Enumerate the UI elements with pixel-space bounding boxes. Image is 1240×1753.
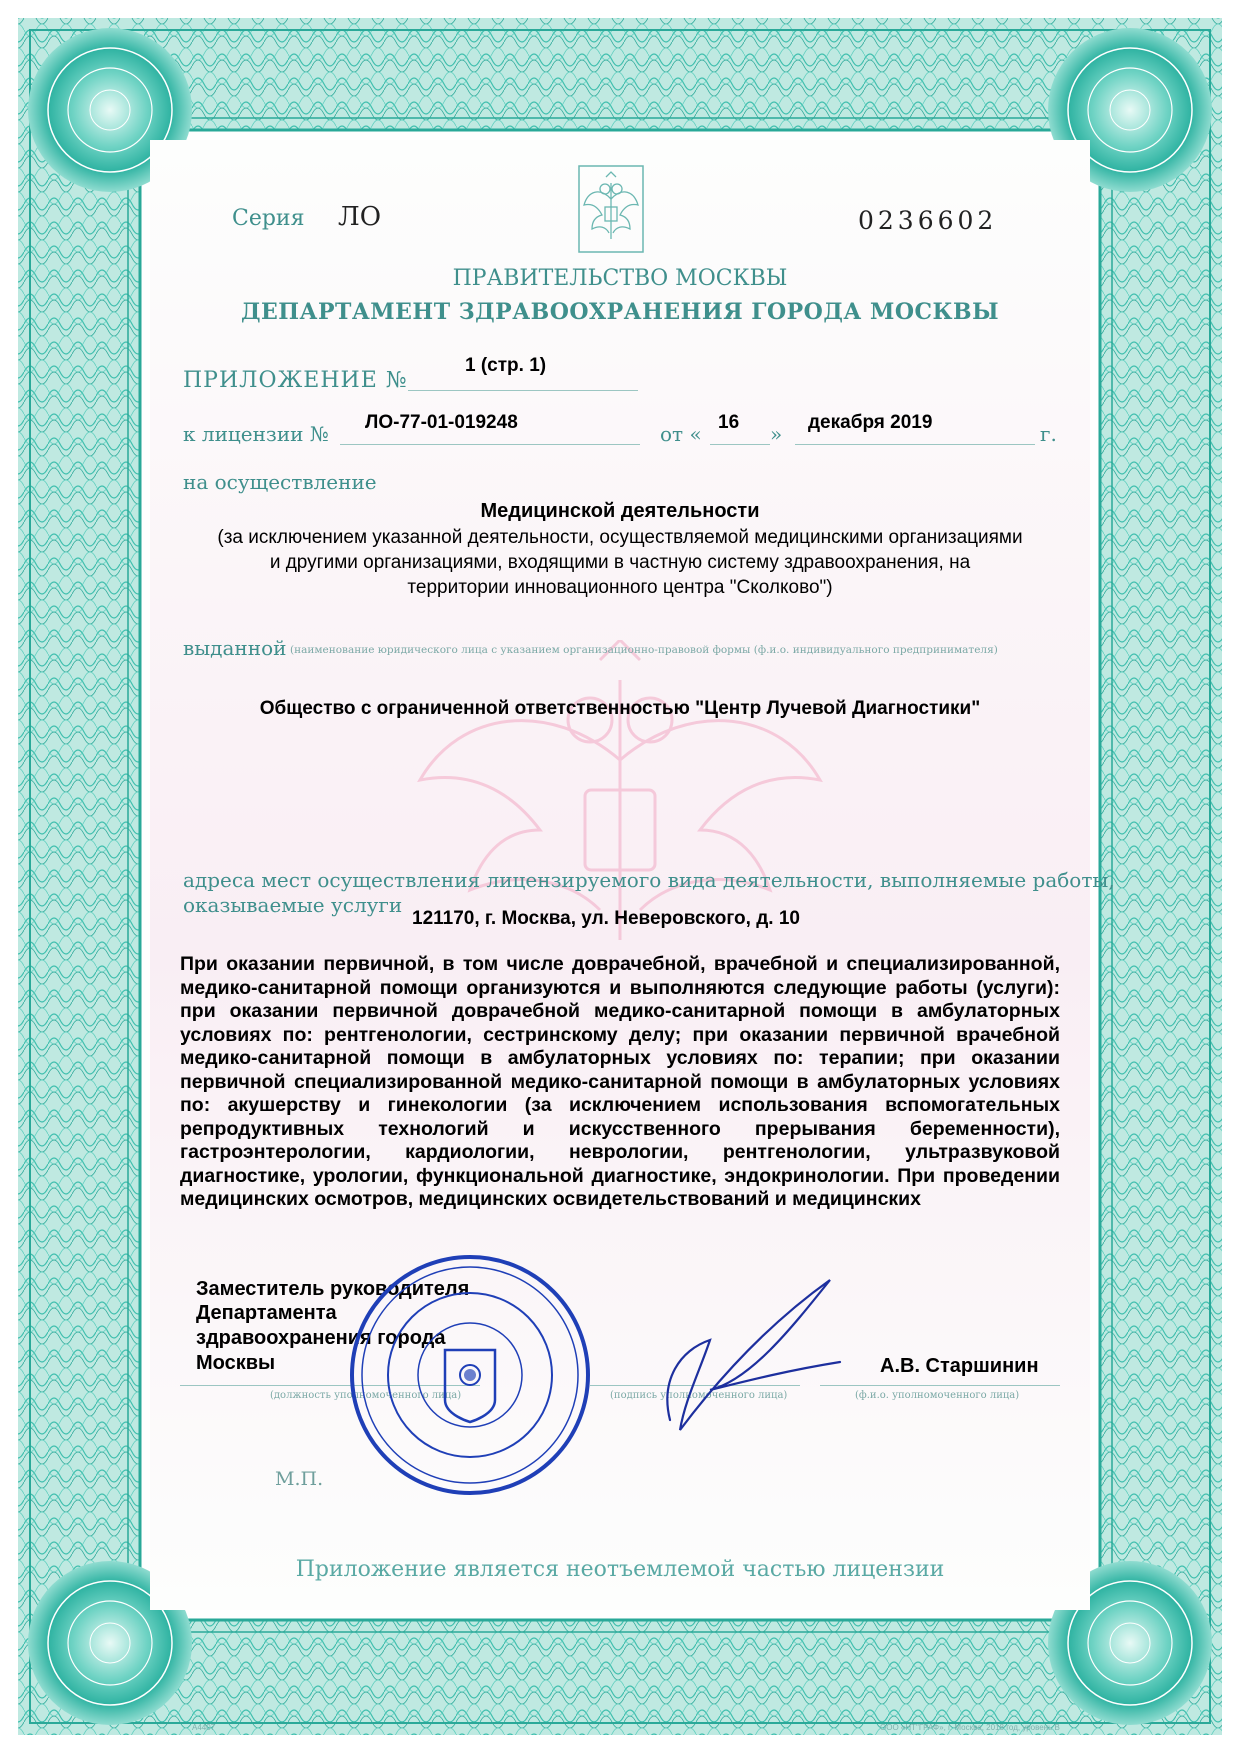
signer-position-line-1: Заместитель руководителя <box>196 1278 470 1300</box>
address-value: 121170, г. Москва, ул. Неверовского, д. 10 <box>412 908 800 929</box>
license-year-suffix: г. <box>1040 422 1057 446</box>
activity-line-2: и другими организациями, входящими в частную систему здравоохранения, на <box>269 552 971 573</box>
government-title: ПРАВИТЕЛЬСТВО МОСКВЫ <box>452 266 788 291</box>
signer-position-line-4: Москвы <box>196 1352 276 1374</box>
series-label: Серия <box>232 206 305 231</box>
issued-label: выданной <box>183 636 287 660</box>
license-number-underline <box>340 444 640 445</box>
footer-printer: ООО «НТ"ГРАФ», г. Москва, 2018 год, уровень В <box>880 1723 1060 1732</box>
activity-title: Медицинской деятельности <box>480 500 760 522</box>
activity-line-1: (за исключением указанной деятельности, осуществляемой медицинскими организациями <box>217 527 1023 548</box>
handwritten-signature-icon <box>640 1270 860 1450</box>
footer-statement: Приложение является неотъемлемой частью лицензии <box>295 1557 945 1582</box>
form-number: 0236602 <box>858 206 998 235</box>
issued-organization: Общество с ограниченной ответственностью "Центр Лучевой Диагностики" <box>259 698 981 719</box>
activity-line-3: территории инновационного центра "Сколково") <box>407 577 833 598</box>
address-label-line-1: адреса мест осуществления лицензируемого вида деятельности, выполняемые работы, <box>183 868 1115 892</box>
license-date-underline <box>795 444 1035 445</box>
license-day-underline <box>710 444 770 445</box>
license-day: 16 <box>718 412 740 433</box>
signer-position-line-2: Департамента <box>196 1302 337 1324</box>
seal-place-label: М.П. <box>275 1468 324 1490</box>
issued-note: (наименование юридического лица с указанием организационно-правовой формы (ф.и.о. индивидуального предпринимателя) <box>290 644 998 656</box>
footer-form-code: А4407 <box>192 1723 216 1732</box>
series-value: ЛО <box>338 202 382 232</box>
emblem-icon <box>578 165 644 253</box>
activity-label: на осуществление <box>183 470 377 494</box>
position-note: (должность уполномоченного лица) <box>270 1390 462 1401</box>
signature-note: (подпись уполномоченного лица) <box>610 1390 788 1401</box>
license-from-label: от « <box>660 422 702 446</box>
appendix-underline <box>408 390 638 391</box>
license-label: к лицензии № <box>183 422 329 446</box>
services-text: При оказании первичной, в том числе доврачебной, врачебной и специализированной, медико-санитарной помощи организуются и выполняются следующие работы (услуги): при оказании первичной доврачебной медико-санитарной помощи в амбулаторных условиях по: рентгенологии, сестринскому делу; при оказании первичной врачебной медико-санитарной помощи в амбулаторных условиях по: терапии; при оказании первичной специализированной медико-санитарной помощи в амбулаторных условиях по: акушерству и гинекологии (за исключением использования вспомогательных репродуктивных технологий и искусственного прерывания беременности), гастроэнтерологии, кардиологии, неврологии, рентгенологии, ультразвуковой диагностике, урологии, функциональной диагностике, эндокринологии. При проведении медицинских осмотров, медицинских освидетельствований и медицинских <box>180 953 1060 1210</box>
name-note: (ф.и.о. уполномоченного лица) <box>855 1390 1020 1401</box>
license-number: ЛО-77-01-019248 <box>365 412 518 433</box>
appendix-label: ПРИЛОЖЕНИЕ № <box>183 368 408 393</box>
address-label-line-2: оказываемые услуги <box>183 893 403 917</box>
license-month-year: декабря 2019 <box>808 412 933 433</box>
signer-position-line-3: здравоохранения города <box>196 1327 446 1349</box>
license-close-quote: » <box>770 422 783 446</box>
department-title: ДЕПАРТАМЕНТ ЗДРАВООХРАНЕНИЯ ГОРОДА МОСКВЫ <box>240 299 1000 325</box>
official-stamp-icon <box>345 1250 595 1500</box>
signer-name: А.В. Старшинин <box>880 1355 1039 1377</box>
appendix-value: 1 (стр. 1) <box>465 355 547 376</box>
